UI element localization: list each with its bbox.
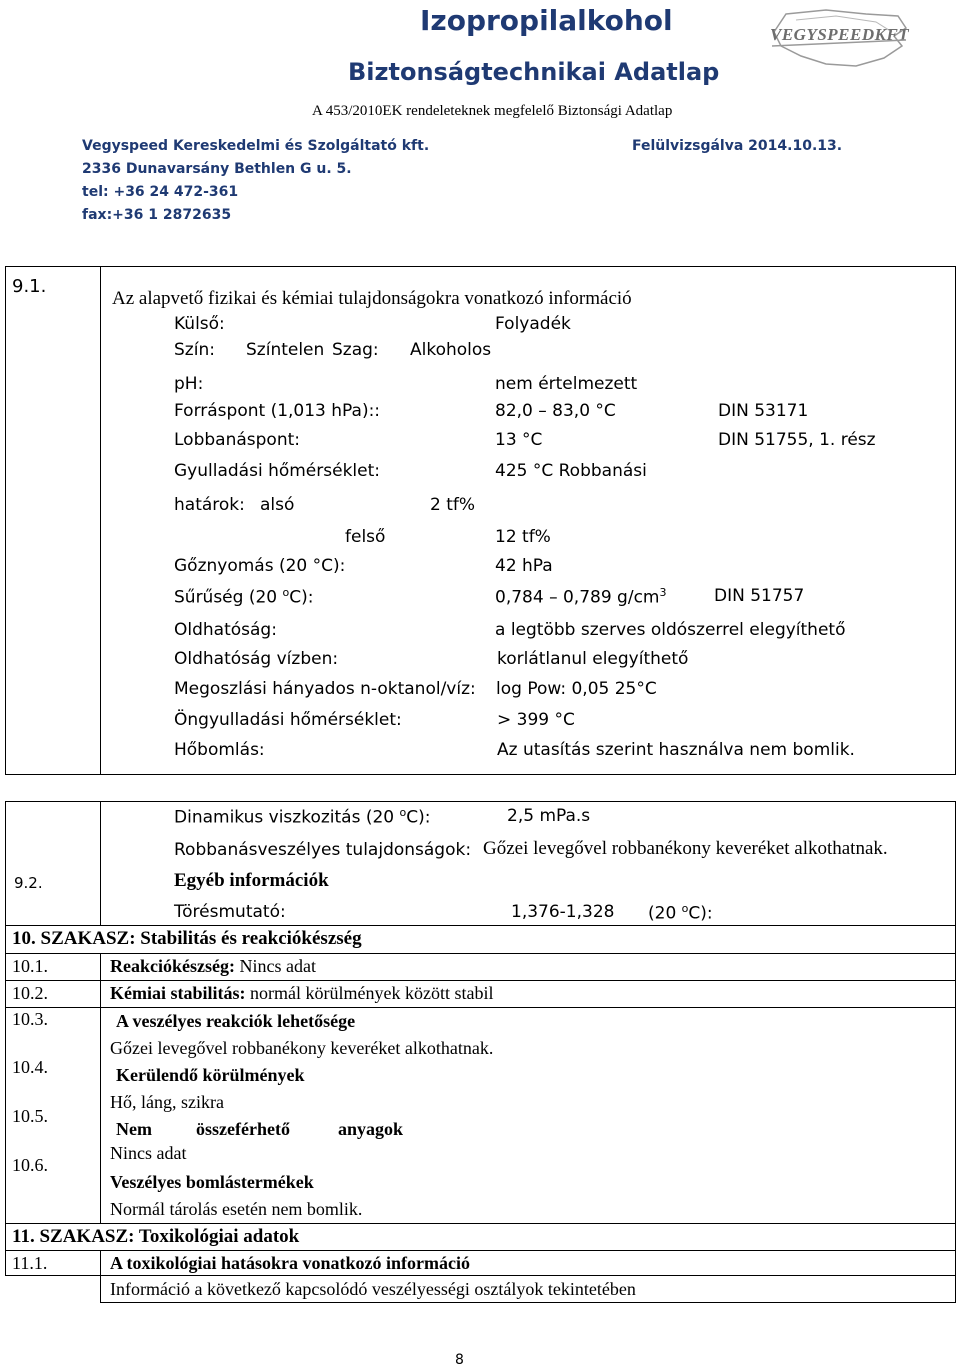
company-fax: fax:+36 1 2872635 [82,207,232,223]
oldhatosag-viz-value: korlátlanul elegyíthető [497,649,689,669]
document-subtitle: Biztonságtechnikai Adatlap [348,58,720,86]
szin-label: Szín: [174,340,215,360]
section-number: 9.1. [12,276,47,297]
veszelyes-reakciok-label: A veszélyes reakciók lehetősége [116,1011,356,1031]
forraspont-standard: DIN 53171 [718,401,809,421]
hatarok-label: határok: [174,495,245,515]
cube-sup: 3 [659,586,667,599]
egyeb-informaciok-heading: Egyéb információk [174,870,329,891]
suruseg-standard: DIN 51757 [714,586,805,606]
toxikologiai-label: A toxikológiai hatásokra vonatkozó információ [110,1253,471,1273]
megoszlasi-value: log Pow: 0,05 25°C [496,679,657,699]
goznyomas-value: 42 hPa [495,556,553,576]
felso-label: felső [345,527,386,547]
szin-value: Színtelen [246,340,325,360]
page-number: 8 [455,1352,464,1368]
robbanasveszelyes-value: Gőzei levegővel robbanékony keveréket alkothatnak. [483,838,888,859]
revision-date: Felülvizsgálva 2014.10.13. [632,138,843,154]
hobomlas-label: Hőbomlás: [174,740,265,760]
bomlastermekek-label: Veszélyes bomlástermékek [110,1172,314,1192]
hobomlas-value: Az utasítás szerint használva nem bomlik. [497,740,855,760]
ongyulladasi-value: > 399 °C [497,710,575,730]
robbanasveszelyes-label: Robbanásveszélyes tulajdonságok: [174,840,472,860]
ongyulladasi-label: Öngyulladási hőmérséklet: [174,710,402,730]
ph-label: pH: [174,374,204,394]
section-heading: 11. SZAKASZ: Toxikológiai adatok [12,1226,300,1247]
szag-label: Szag: [332,340,379,360]
row-number: 10.3. [12,1009,48,1029]
document-title: Izopropilalkohol [420,4,673,37]
section-number: 9.2. [14,874,43,892]
toresmutato-label: Törésmutató: [174,902,286,922]
degree-sup: o [681,902,689,915]
felso-value: 12 tf% [495,527,551,547]
suruseg-label-text: Sűrűség (20 [174,587,283,608]
degree-sup: o [399,806,407,819]
lobbanaspont-standard: DIN 51755, 1. rész [718,430,876,450]
degree-sup: o [282,586,290,599]
veszelyes-reakciok-value: Gőzei levegővel robbanékony keveréket alkothatnak. [110,1038,494,1058]
forraspont-value: 82,0 – 83,0 °C [495,401,616,421]
kerulendo-value: Hő, láng, szikra [110,1092,224,1112]
oldhatosag-value: a legtöbb szerves oldószerrel elegyíthető [495,620,846,640]
reakciokeszseg-row [110,956,316,977]
company-phone: tel: +36 24 472-361 [82,184,239,200]
oldhatosag-viz-label: Oldhatóság vízben: [174,649,339,669]
kulso-label: Külső: [174,314,225,334]
also-value: 2 tf% [430,495,476,515]
kemiai-stabilitas-row [110,983,493,1004]
kerulendo-label: Kerülendő körülmények [116,1065,305,1085]
lobbanaspont-label: Lobbanáspont: [174,430,300,450]
row-number: 10.2. [12,983,48,1003]
row-label: Kémiai stabilitás: [110,983,246,1003]
condition-text: (20 [648,903,682,924]
suruseg-value-text: 0,784 – 0,789 g/cm [495,587,660,608]
toxikologiai-value: Információ a következő kapcsolódó veszélyességi osztályok tekintetében [110,1279,636,1299]
bomlastermekek-value: Normál tárolás esetén nem bomlik. [110,1199,363,1219]
osszeferheto-label-c: anyagok [338,1119,404,1139]
suruseg-value [495,586,666,608]
also-label: alsó [260,495,295,515]
toresmutato-condition [648,902,713,924]
row-number: 10.5. [12,1106,48,1126]
osszeferheto-label-a: Nem [116,1119,152,1139]
row-number: 10.4. [12,1057,48,1077]
row-number: 10.6. [12,1155,48,1175]
regulation-note: A 453/2010EK rendeleteknek megfelelő Biztonsági Adatlap [312,103,673,119]
osszeferheto-label-b: összeférhető [196,1119,290,1139]
oldhatosag-label: Oldhatóság: [174,620,277,640]
svg-text:VEGYSPEEDKFT: VEGYSPEEDKFT [770,25,910,44]
company-address: 2336 Dunavarsány Bethlen G u. 5. [82,161,352,177]
toresmutato-value: 1,376-1,328 [511,902,615,922]
viszkozitas-label-text: Dinamikus viszkozitás (20 [174,807,400,828]
suruseg-label [174,586,313,608]
suruseg-label-unit: C): [289,587,314,608]
viszkozitas-label-unit: C): [406,807,431,828]
kulso-value: Folyadék [495,314,571,334]
row-value: normál körülmények között stabil [250,983,494,1003]
goznyomas-label: Gőznyomás (20 °C): [174,556,346,576]
row-value: Nincs adat [239,956,316,976]
gyulladasi-value: 425 °C Robbanási [495,461,647,481]
forraspont-label: Forráspont (1,013 hPa):: [174,401,381,421]
osszeferheto-value: Nincs adat [110,1143,187,1163]
section-heading: 10. SZAKASZ: Stabilitás és reakciókészség [12,928,362,949]
viszkozitas-label [174,806,430,828]
row-number: 10.1. [12,956,48,976]
gyulladasi-label: Gyulladási hőmérséklet: [174,461,380,481]
lobbanaspont-value: 13 °C [495,430,543,450]
company-logo [766,6,916,76]
condition-unit: C): [688,903,713,924]
row-label: Reakciókészség: [110,956,235,976]
ph-value: nem értelmezett [495,374,638,394]
szag-value: Alkoholos [410,340,492,360]
megoszlasi-label: Megoszlási hányados n-oktanol/víz: [174,679,476,699]
viszkozitas-value: 2,5 mPa.s [507,806,591,826]
company-name: Vegyspeed Kereskedelmi és Szolgáltató kft. [82,138,430,154]
row-number: 11.1. [12,1253,48,1273]
section-heading: Az alapvető fizikai és kémiai tulajdonságokra vonatkozó információ [112,288,632,309]
